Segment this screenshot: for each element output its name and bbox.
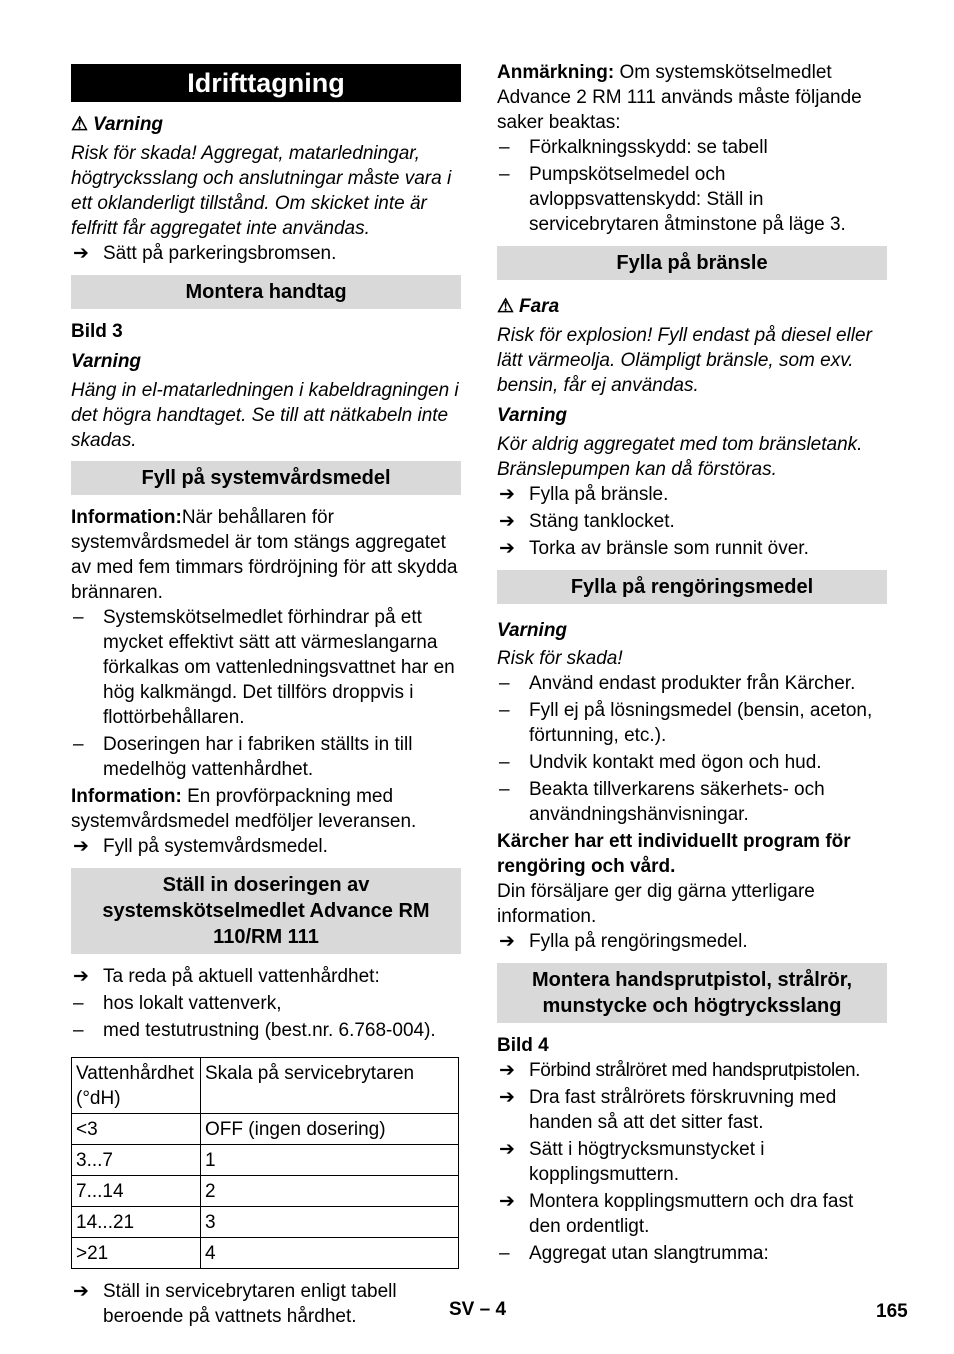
step-text: Dra fast strålrörets förskruvning med handen så att det sitter fast. <box>529 1087 837 1133</box>
info-label: Information: <box>71 507 182 528</box>
body-text: Din försäljare ger dig gärna ytterligare information. <box>497 881 815 927</box>
step-item <box>497 929 887 954</box>
heading-montera-handsprutpistol: Montera handsprutpistol, strålrör, munstycke och högtrycksslang <box>497 963 887 1023</box>
dash-glyph: – <box>499 700 510 721</box>
warning-heading <box>71 112 461 137</box>
step-item <box>497 1058 887 1083</box>
right-column <box>497 60 887 1268</box>
table-cell: 3 <box>201 1207 459 1238</box>
info-text: En provförpackning med systemvårdsmedel medföljer leveransen. <box>71 786 417 832</box>
warning-triangle-icon: ⚠ <box>71 114 89 135</box>
figure-ref: Bild 4 <box>497 1035 549 1056</box>
footer-lang: SV <box>449 1299 475 1320</box>
dash-item <box>71 732 461 782</box>
arrow-icon: ➔ <box>73 1281 89 1302</box>
dash-glyph: – <box>499 779 510 800</box>
arrow-icon: ➔ <box>73 966 89 987</box>
footer-page-local: 4 <box>495 1299 507 1320</box>
dash-glyph: – <box>73 607 84 628</box>
danger-heading <box>497 294 887 319</box>
step-item <box>497 482 887 507</box>
table-header-cell: Skala på servicebrytaren <box>201 1058 459 1114</box>
table-cell: 7...14 <box>72 1176 201 1207</box>
info-label: Information: <box>71 786 182 807</box>
heading-fylla-rengoringsmedel: Fylla på rengöringsmedel <box>497 570 887 604</box>
step-text: Förbind strålröret med handsprutpistolen. <box>529 1060 861 1081</box>
step-item <box>497 1137 887 1187</box>
dash-text: Förkalkningsskydd: se tabell <box>529 137 768 158</box>
dash-text: Systemskötselmedlet förhindrar på ett mycket effektivt sätt att värmeslangarna förkalkas om vattenledningsvattnet har en hög kalkmängd. Det tillförs droppvis i flottörbehållaren. <box>103 607 455 728</box>
table-cell: 14...21 <box>72 1207 201 1238</box>
heading-fylla-bransle: Fylla på bränsle <box>497 246 887 280</box>
warning-triangle-icon: ⚠ <box>497 296 515 317</box>
dash-glyph: – <box>499 164 510 185</box>
table-cell: 2 <box>201 1176 459 1207</box>
heading-fyll-systemvardsmedel: Fyll på systemvårdsmedel <box>71 461 461 495</box>
step-item <box>497 536 887 561</box>
dash-text: Doseringen har i fabriken ställts in till medelhög vattenhårdhet. <box>103 734 413 780</box>
dash-glyph: – <box>73 734 84 755</box>
arrow-icon: ➔ <box>499 931 515 952</box>
step-text: Stäng tanklocket. <box>529 511 675 532</box>
bold-note: Kärcher har ett individuellt program för rengöring och vård. <box>497 831 851 877</box>
step-item <box>497 1085 887 1135</box>
step-item <box>71 834 461 859</box>
dash-text: hos lokalt vattenverk, <box>103 993 282 1014</box>
step-item <box>497 509 887 534</box>
note-label: Anmärkning: <box>497 62 615 83</box>
table-cell: OFF (ingen dosering) <box>201 1114 459 1145</box>
step-text: Sätt på parkeringsbromsen. <box>103 243 337 264</box>
dash-text: Fyll ej på lösningsmedel (bensin, aceton, förtunning, etc.). <box>529 700 873 746</box>
arrow-icon: ➔ <box>499 1191 515 1212</box>
warning-label: Varning <box>71 351 142 372</box>
dash-item <box>497 777 887 827</box>
dash-text: Aggregat utan slangtrumma: <box>529 1243 769 1264</box>
step-item <box>497 1189 887 1239</box>
step-text: Fyll på systemvårdsmedel. <box>103 836 328 857</box>
step-item <box>71 1279 461 1329</box>
warning-label: Varning <box>93 114 164 135</box>
dash-text: med testutrustning (best.nr. 6.768-004). <box>103 1020 436 1041</box>
warning-label: Varning <box>497 620 568 641</box>
dash-item <box>497 671 887 696</box>
dash-glyph: – <box>73 1020 84 1041</box>
dash-item <box>71 1018 461 1043</box>
dash-item <box>71 605 461 730</box>
warning-text: Kör aldrig aggregatet med tom bränsletank. Bränslepumpen kan då förstöras. <box>497 434 863 480</box>
table-cell: <3 <box>72 1114 201 1145</box>
heading-dosering: Ställ in doseringen av systemskötselmedlet Advance RM 110/RM 111 <box>71 868 461 954</box>
heading-montera-handtag: Montera handtag <box>71 275 461 309</box>
hardness-table <box>71 1057 459 1269</box>
arrow-icon: ➔ <box>499 1139 515 1160</box>
step-text: Torka av bränsle som runnit över. <box>529 538 809 559</box>
table-row <box>72 1238 459 1269</box>
table-header-cell: Vattenhårdhet (°dH) <box>72 1058 201 1114</box>
step-text: Sätt i högtrycksmunstycket i kopplingsmuttern. <box>529 1139 765 1185</box>
table-cell: 4 <box>201 1238 459 1269</box>
info-paragraph <box>71 784 461 834</box>
step-text: Fylla på rengöringsmedel. <box>529 931 748 952</box>
table-row <box>72 1176 459 1207</box>
dash-item <box>497 135 887 160</box>
arrow-icon: ➔ <box>499 484 515 505</box>
step-text: Montera kopplingsmuttern och dra fast den ordentligt. <box>529 1191 854 1237</box>
arrow-icon: ➔ <box>499 511 515 532</box>
footer-language-page <box>449 1297 506 1322</box>
dash-glyph: – <box>499 752 510 773</box>
dash-glyph: – <box>499 137 510 158</box>
step-text: Ta reda på aktuell vattenhårdhet: <box>103 966 380 987</box>
figure-ref: Bild 3 <box>71 321 123 342</box>
step-item <box>71 241 461 266</box>
table-row <box>72 1114 459 1145</box>
table-cell: 1 <box>201 1145 459 1176</box>
footer-page-number: 165 <box>876 1301 908 1322</box>
step-item <box>71 964 461 989</box>
left-column <box>71 60 461 1331</box>
step-text: Fylla på bränsle. <box>529 484 669 505</box>
table-cell: >21 <box>72 1238 201 1269</box>
danger-text: Risk för explosion! Fyll endast på diesel eller lätt värmeolja. Olämpligt bränsle, som exv. bensin, får ej användas. <box>497 325 872 396</box>
warning-text: Risk för skada! Aggregat, matarledningar, högtrycksslang och anslutningar måste vara i ett oklanderligt tillstånd. Om skicket inte är felfritt får aggregatet inte användas. <box>71 143 452 239</box>
dash-item <box>497 162 887 237</box>
section-title: Idrifttagning <box>71 64 461 102</box>
dash-item <box>497 698 887 748</box>
arrow-icon: ➔ <box>499 1087 515 1108</box>
footer-sep: – <box>479 1299 491 1320</box>
dash-item <box>71 991 461 1016</box>
arrow-icon: ➔ <box>73 836 89 857</box>
danger-label: Fara <box>519 296 560 317</box>
dash-text: Undvik kontakt med ögon och hud. <box>529 752 822 773</box>
arrow-icon: ➔ <box>499 1060 515 1081</box>
dash-item <box>497 1241 887 1266</box>
info-paragraph <box>71 505 461 605</box>
table-row <box>72 1145 459 1176</box>
dash-text: Pumpskötselmedel och avloppsvattenskydd: Ställ in servicebrytaren åtminstone på läge 3. <box>529 164 846 235</box>
warning-text: Risk för skada! <box>497 648 623 669</box>
dash-text: Beakta tillverkarens säkerhets- och användningshänvisningar. <box>529 779 825 825</box>
dash-glyph: – <box>499 673 510 694</box>
warning-label: Varning <box>497 405 568 426</box>
info-text: När behållaren för systemvårdsmedel är tom stängs aggregatet av med fem timmars fördröjning för att skydda brännaren. <box>71 507 458 603</box>
warning-text: Häng in el-matarledningen i kabeldragningen i det högra handtaget. Se till att nätkabeln inte skadas. <box>71 380 459 451</box>
arrow-icon: ➔ <box>499 538 515 559</box>
dash-glyph: – <box>499 1243 510 1264</box>
dash-item <box>497 750 887 775</box>
dash-text: Använd endast produkter från Kärcher. <box>529 673 856 694</box>
dash-glyph: – <box>73 993 84 1014</box>
arrow-icon: ➔ <box>73 243 89 264</box>
table-row <box>72 1207 459 1238</box>
table-header-row <box>72 1058 459 1114</box>
step-text: Ställ in servicebrytaren enligt tabell beroende på vattnets hårdhet. <box>103 1281 397 1327</box>
note-text: Om systemskötselmedlet Advance 2 RM 111 används måste följande saker beaktas: <box>497 62 862 133</box>
table-cell: 3...7 <box>72 1145 201 1176</box>
note-paragraph <box>497 60 887 135</box>
